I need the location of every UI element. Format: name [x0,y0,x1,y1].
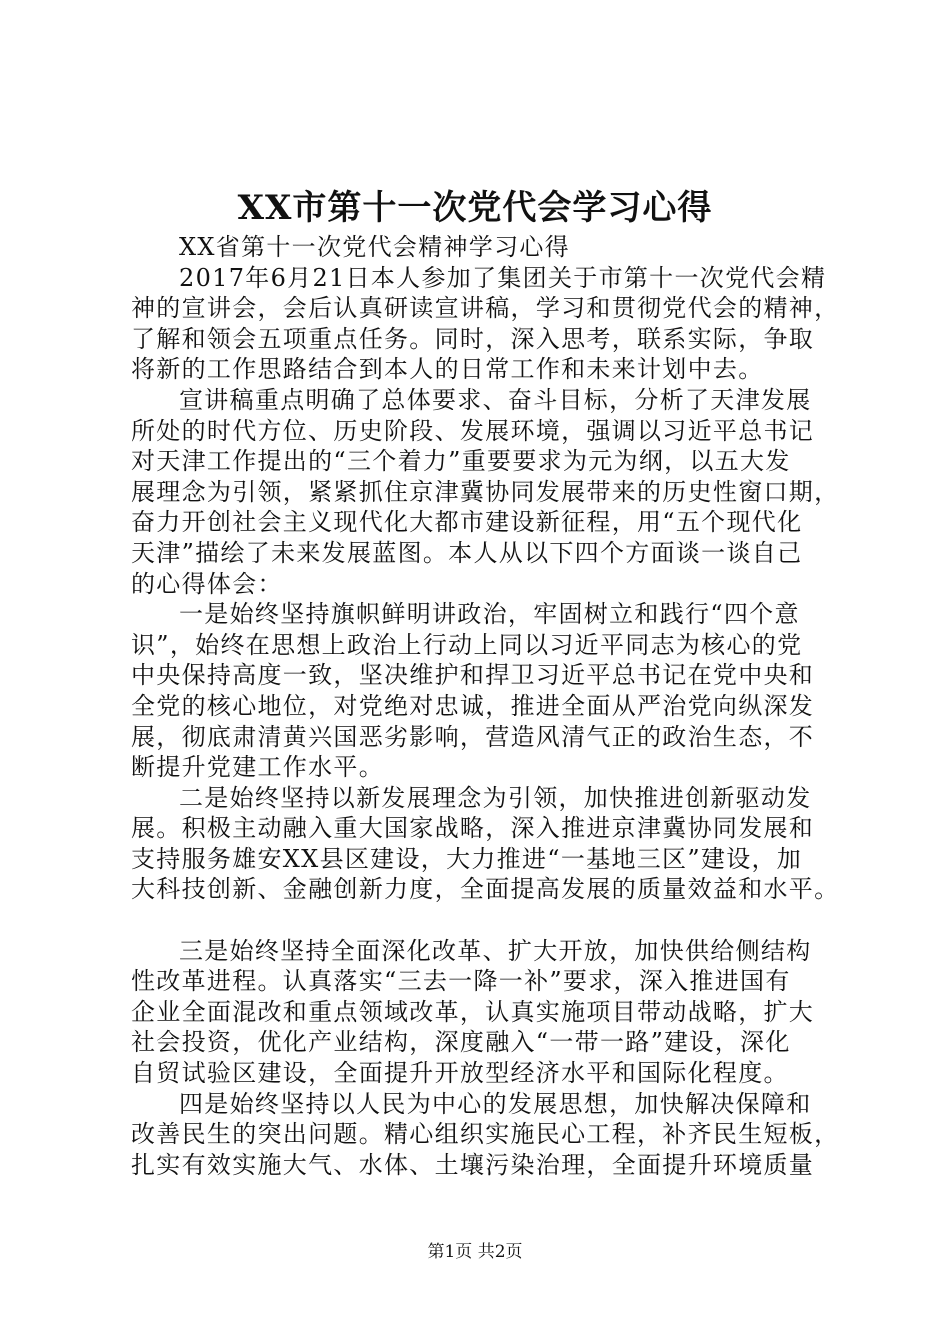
paragraph-line: 识”，始终在思想上政治上行动上同以习近平同志为核心的党 [131,630,803,659]
paragraph-line: 展。积极主动融入重大国家战略，深入推进京津冀协同发展和 [131,814,815,843]
paragraph-spacer [131,905,831,936]
document-body [131,232,840,1180]
paragraph-line: 对天津工作提出的“三个着力”重要要求为元为纲，以五大发 [131,447,791,476]
paragraph-line: 天津”描绘了未来发展蓝图。本人从以下四个方面谈一谈自己 [131,538,803,567]
paragraph-line: 扎实有效实施大气、水体、土壤污染治理，全面提升环境质量 [131,1150,815,1179]
paragraph-line: 展，彻底肃清黄兴国恶劣影响，营造风清气正的政治生态，不 [131,722,815,751]
paragraph-line: 二是始终坚持以新发展理念为引领，加快推进创新驱动发 [179,783,812,812]
paragraph-line: 奋力开创社会主义现代化大都市建设新征程，用“五个现代化 [131,508,803,537]
paragraph-line: 了解和领会五项重点任务。同时，深入思考，联系实际，争取 [131,324,815,353]
paragraph-line: 大科技创新、金融创新力度，全面提高发展的质量效益和水平。 [131,875,840,904]
paragraph-line: 四是始终坚持以人民为中心的发展思想，加快解决保障和 [179,1089,812,1118]
paragraph-line: 全党的核心地位，对党绝对忠诚，推进全面从严治党向纵深发 [131,691,815,720]
paragraph-line: 将新的工作思路结合到本人的日常工作和未来计划中去。 [131,355,764,384]
paragraph-line: 的心得体会： [131,569,283,598]
paragraph-line: 2017年6月21日本人参加了集团关于市第十一次党代会精 [179,263,827,292]
paragraph-line: 中央保持高度一致，坚决维护和捍卫习近平总书记在党中央和 [131,661,815,690]
paragraph-line: 自贸试验区建设，全面提升开放型经济水平和国际化程度。 [131,1059,789,1088]
paragraph-line: 社会投资，优化产业结构，深度融入“一带一路”建设，深化 [131,1028,791,1057]
paragraph-line: 断提升党建工作水平。 [131,753,384,782]
paragraph-line: 神的宣讲会，会后认真研读宣讲稿，学习和贯彻党代会的精神， [131,294,840,323]
page-footer: 第1页 共2页 [427,1242,523,1262]
paragraph-line: 改善民生的突出问题。精心组织实施民心工程，补齐民生短板， [131,1120,840,1149]
paragraph-line: 宣讲稿重点明确了总体要求、奋斗目标，分析了天津发展 [179,385,812,414]
paragraph-line: 企业全面混改和重点领域改革，认真实施项目带动战略，扩大 [131,997,815,1026]
paragraph-line: 一是始终坚持旗帜鲜明讲政治，牢固树立和践行“四个意 [179,600,800,629]
document-title: XX市第十一次党代会学习心得 [237,188,713,228]
subtitle-line: XX省第十一次党代会精神学习心得 [179,233,570,261]
paragraph-line: 三是始终坚持全面深化改革、扩大开放，加快供给侧结构 [179,936,812,965]
paragraph-line: 展理念为引领，紧紧抓住京津冀协同发展带来的历史性窗口期， [131,477,840,506]
paragraph-line: 所处的时代方位、历史阶段、发展环境，强调以习近平总书记 [131,416,815,445]
paragraph-line: 性改革进程。认真落实“三去一降一补”要求，深入推进国有 [131,967,791,996]
paragraph-line: 支持服务雄安XX县区建设，大力推进“一基地三区”建设，加 [131,844,803,873]
